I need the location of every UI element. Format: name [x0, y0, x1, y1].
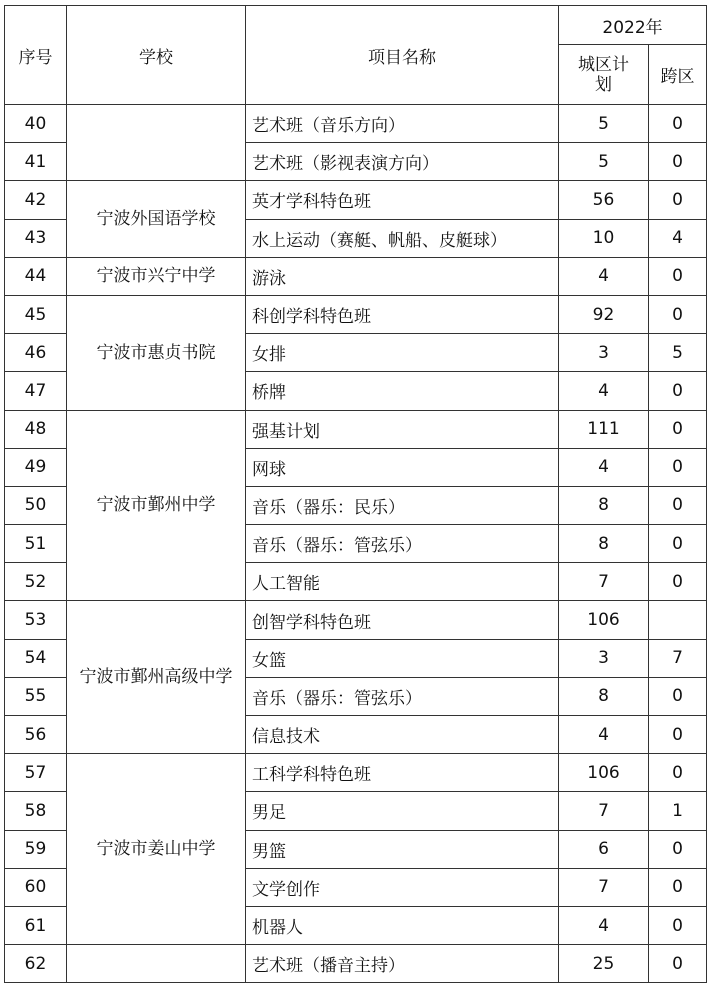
cell-city-plan: 25: [559, 945, 649, 983]
cell-city-plan: 3: [559, 334, 649, 372]
table-row: [5, 105, 707, 143]
cell-seq: 42: [5, 181, 67, 219]
cell-seq: 41: [5, 143, 67, 181]
cell-seq: 53: [5, 601, 67, 639]
cell-cross-district: 0: [649, 105, 707, 143]
table-row: [5, 181, 707, 219]
cell-project: 女篮: [246, 639, 559, 677]
cell-city-plan: 4: [559, 716, 649, 754]
cell-cross-district: 7: [649, 639, 707, 677]
cell-cross-district: 0: [649, 525, 707, 563]
cell-project: 创智学科特色班: [246, 601, 559, 639]
cell-cross-district: 0: [649, 677, 707, 715]
cell-school: 宁波市鄞州高级中学: [67, 601, 246, 754]
header-cross-district: 跨区: [649, 45, 707, 105]
cell-project: 音乐（器乐：管弦乐）: [246, 525, 559, 563]
header-project: 项目名称: [246, 6, 559, 105]
cell-seq: 56: [5, 716, 67, 754]
cell-project: 文学创作: [246, 868, 559, 906]
cell-seq: 47: [5, 372, 67, 410]
cell-cross-district: 5: [649, 334, 707, 372]
cell-project: 网球: [246, 448, 559, 486]
cell-city-plan: 7: [559, 792, 649, 830]
cell-school: [67, 945, 246, 983]
cell-seq: 48: [5, 410, 67, 448]
header-city-plan-text: 城区计划: [578, 54, 629, 95]
cell-city-plan: 3: [559, 639, 649, 677]
cell-cross-district: 0: [649, 868, 707, 906]
table-row: [5, 257, 707, 295]
cell-cross-district: 0: [649, 754, 707, 792]
cell-city-plan: 56: [559, 181, 649, 219]
cell-cross-district: 0: [649, 906, 707, 944]
cell-cross-district: [649, 601, 707, 639]
cell-cross-district: 0: [649, 563, 707, 601]
table-row: [5, 601, 707, 639]
cell-city-plan: 10: [559, 219, 649, 257]
header-city-plan: [559, 45, 649, 105]
cell-project: 桥牌: [246, 372, 559, 410]
cell-cross-district: 1: [649, 792, 707, 830]
cell-cross-district: 0: [649, 830, 707, 868]
cell-seq: 52: [5, 563, 67, 601]
cell-cross-district: 0: [649, 372, 707, 410]
table-row: [5, 754, 707, 792]
cell-city-plan: 8: [559, 525, 649, 563]
cell-city-plan: 4: [559, 448, 649, 486]
cell-seq: 49: [5, 448, 67, 486]
cell-cross-district: 0: [649, 945, 707, 983]
cell-city-plan: 4: [559, 372, 649, 410]
table-body: [5, 105, 707, 983]
cell-city-plan: 5: [559, 143, 649, 181]
cell-seq: 50: [5, 486, 67, 524]
cell-city-plan: 8: [559, 677, 649, 715]
cell-city-plan: 7: [559, 563, 649, 601]
table-row: [5, 945, 707, 983]
cell-project: 艺术班（播音主持）: [246, 945, 559, 983]
cell-cross-district: 0: [649, 143, 707, 181]
header-school: 学校: [67, 6, 246, 105]
cell-cross-district: 0: [649, 716, 707, 754]
cell-seq: 51: [5, 525, 67, 563]
cell-city-plan: 106: [559, 754, 649, 792]
cell-seq: 57: [5, 754, 67, 792]
table-row: [5, 295, 707, 333]
cell-seq: 55: [5, 677, 67, 715]
cell-school: [67, 105, 246, 181]
cell-project: 男足: [246, 792, 559, 830]
cell-project: 英才学科特色班: [246, 181, 559, 219]
cell-project: 艺术班（音乐方向）: [246, 105, 559, 143]
cell-project: 艺术班（影视表演方向）: [246, 143, 559, 181]
cell-school: 宁波市兴宁中学: [67, 257, 246, 295]
cell-seq: 58: [5, 792, 67, 830]
cell-seq: 54: [5, 639, 67, 677]
cell-seq: 61: [5, 906, 67, 944]
cell-city-plan: 111: [559, 410, 649, 448]
cell-school: 宁波市惠贞书院: [67, 295, 246, 410]
cell-project: 女排: [246, 334, 559, 372]
cell-cross-district: 0: [649, 257, 707, 295]
cell-project: 强基计划: [246, 410, 559, 448]
cell-cross-district: 4: [649, 219, 707, 257]
cell-city-plan: 106: [559, 601, 649, 639]
cell-cross-district: 0: [649, 181, 707, 219]
cell-project: 水上运动（赛艇、帆船、皮艇球）: [246, 219, 559, 257]
cell-project: 音乐（器乐：管弦乐）: [246, 677, 559, 715]
cell-seq: 59: [5, 830, 67, 868]
cell-seq: 46: [5, 334, 67, 372]
table-row: [5, 410, 707, 448]
cell-project: 科创学科特色班: [246, 295, 559, 333]
cell-cross-district: 0: [649, 295, 707, 333]
cell-project: 信息技术: [246, 716, 559, 754]
cell-project: 机器人: [246, 906, 559, 944]
cell-city-plan: 7: [559, 868, 649, 906]
cell-project: 音乐（器乐：民乐）: [246, 486, 559, 524]
cell-cross-district: 0: [649, 410, 707, 448]
cell-school: 宁波市鄞州中学: [67, 410, 246, 601]
cell-project: 工科学科特色班: [246, 754, 559, 792]
cell-city-plan: 8: [559, 486, 649, 524]
cell-school: 宁波市姜山中学: [67, 754, 246, 945]
cell-city-plan: 6: [559, 830, 649, 868]
cell-city-plan: 92: [559, 295, 649, 333]
cell-city-plan: 5: [559, 105, 649, 143]
cell-seq: 62: [5, 945, 67, 983]
cell-seq: 43: [5, 219, 67, 257]
cell-project: 男篮: [246, 830, 559, 868]
cell-seq: 40: [5, 105, 67, 143]
header-year: 2022年: [559, 6, 707, 45]
header-seq: 序号: [5, 6, 67, 105]
cell-project: 游泳: [246, 257, 559, 295]
cell-seq: 45: [5, 295, 67, 333]
enrollment-plan-table: [4, 5, 707, 983]
cell-seq: 60: [5, 868, 67, 906]
cell-project: 人工智能: [246, 563, 559, 601]
cell-seq: 44: [5, 257, 67, 295]
cell-city-plan: 4: [559, 257, 649, 295]
cell-cross-district: 0: [649, 448, 707, 486]
cell-city-plan: 4: [559, 906, 649, 944]
cell-cross-district: 0: [649, 486, 707, 524]
cell-school: 宁波外国语学校: [67, 181, 246, 257]
